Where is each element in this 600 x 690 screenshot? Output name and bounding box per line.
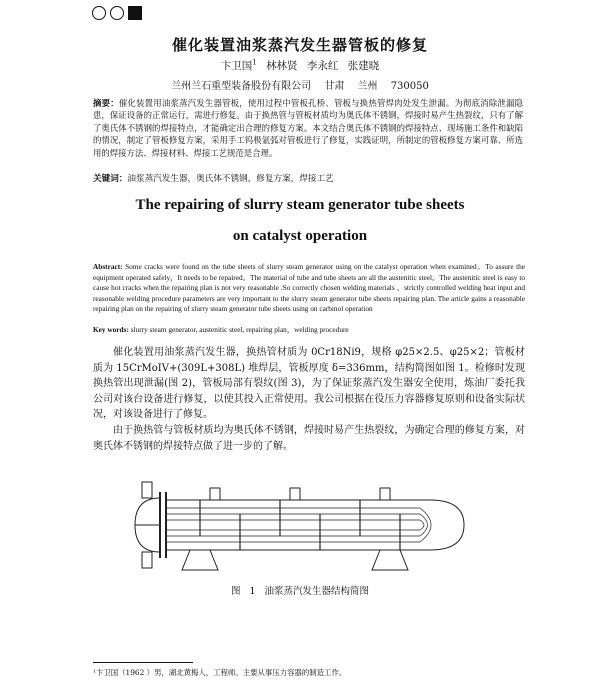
inlet-nozzle: [142, 482, 152, 498]
saddle-support: [372, 550, 408, 570]
author-name: 张建晓: [347, 60, 380, 72]
keywords-label: 关键词：: [93, 174, 128, 184]
affiliation: [0, 77, 600, 92]
affiliation-postcode: 730050: [390, 81, 429, 92]
tube-bundle: [166, 508, 431, 542]
square-logo-icon: [128, 6, 142, 20]
journal-logos: [92, 6, 142, 20]
author-name: 林林贤: [266, 60, 298, 72]
english-keywords: [93, 325, 525, 335]
keywords-en-text: slurry steam generator, austenitic steel, repairing plan，welding procedure: [130, 325, 349, 334]
seal-icon: [92, 6, 106, 20]
body-paragraph: 由于换热管与管板材质均为奥氏体不锈钢，焊接时易产生热裂纹，为确定合理的修复方案，对奥氏体不锈钢的焊接特点做了进一步的了解。: [93, 424, 525, 452]
outlet-nozzle: [142, 552, 152, 568]
footnote-rule: [93, 662, 193, 663]
abstract-en-label: Abstract:: [93, 262, 123, 271]
shell-nozzle: [380, 488, 390, 500]
figure-caption: [0, 583, 600, 597]
author-name: 李永红: [306, 60, 339, 72]
author-footnote-mark: 1: [252, 58, 257, 67]
abstract-en-text: Some cracks were found on the tube sheets of slurry steam generator using on the catalyst operation when examined。To assure the equipment operated safely，It needs to be repaired。The material of tube and tube sheets are all the austenitic steel。The austenitic steel is easy to cause hot cracks when the repairing plan is not very reasonable .So correctly chosen welding materials 、strictly controlled welding heat input and reasonable welding procedure parameters are very important to the slurry steam generator tube sheets repairing plan. The article gains a reasonable repairing plan on the repairing of slurry steam generator tube sheets using on carbinol operation: [93, 262, 526, 313]
chinese-abstract: [93, 97, 523, 159]
english-abstract: [93, 262, 525, 315]
body-text: [93, 345, 525, 454]
circle-logo-icon: [110, 6, 124, 20]
keywords-en-label: Key words:: [93, 325, 129, 334]
abstract-text: 催化装置用油浆蒸汽发生器管板，使用过程中管板孔桥、管板与换热管焊肉处发生泄漏。为彻底消除泄漏隐患，保证设备的正常运行，需进行修复。由于换热管与管板材质均为奥氏体不锈钢，焊接时易产生热裂纹，只有了解了奥氏体不锈钢的焊接特点，才能确定出合理的修复方案。本文结合奥氏体不锈钢的焊接特点、现场施工条件和缺陷的情况，制定了管板修复方案，采用手工钨极氩弧对管板进行了修复，实践证明，所制定的管板修复方案可靠、所选用的焊接方法、焊接材料、焊接工艺规范是合理。: [93, 98, 524, 158]
keywords-text: 油浆蒸汽发生器，奥氏体不锈钢，修复方案，焊接工艺: [127, 174, 334, 184]
saddle-support: [182, 550, 218, 570]
right-head: [430, 500, 464, 550]
baffles: [200, 500, 400, 550]
author-name: 卞卫国: [220, 60, 253, 72]
steam-generator-drawing: [130, 470, 470, 580]
affiliation-org: 兰州兰石重型装备股份有限公司: [171, 81, 312, 92]
affiliation-province: 甘肃: [324, 81, 345, 92]
author-footnote: ¹卞卫国（1962 ）男，湖北黄梅人，工程师。主要从事压力容器的制造工作。: [93, 668, 347, 677]
figure-caption-text: 油浆蒸汽发生器结构简图: [264, 586, 370, 597]
body-paragraph: 催化装置用油浆蒸汽发生器，换热管材质为 0Cr18Ni9，规格 φ25×2.5、φ25×2；管板材质为 15CrMoIV+(309L+308L) 堆焊层，管板厚度 δ=336mm，结构简图如图 1。检修时发现换热管出现泄漏(图 2)，管板局部有裂纹(图 3)，为了保证浆蒸汽发生器安全使用，炼油厂委托我公司对该台设备进行修复，以使其投入正常使用。我公司根据在役压力容器修复原则和设备实际状况，对该设备进行了修复。: [93, 347, 525, 421]
shell-nozzle: [290, 488, 300, 500]
shell-nozzle: [210, 488, 220, 500]
english-title-line-1: The repairing of slurry steam generator tube sheets: [135, 197, 465, 213]
abstract-label: 摘要：: [93, 98, 119, 108]
author-list: [0, 58, 600, 73]
chinese-title: 催化装置油浆蒸汽发生器管板的修复: [171, 36, 428, 54]
english-title-line-2: on catalyst operation: [232, 228, 368, 244]
affiliation-city: 兰州: [357, 81, 378, 92]
chinese-keywords: [93, 172, 523, 184]
figure-label: 图 1: [230, 586, 256, 597]
